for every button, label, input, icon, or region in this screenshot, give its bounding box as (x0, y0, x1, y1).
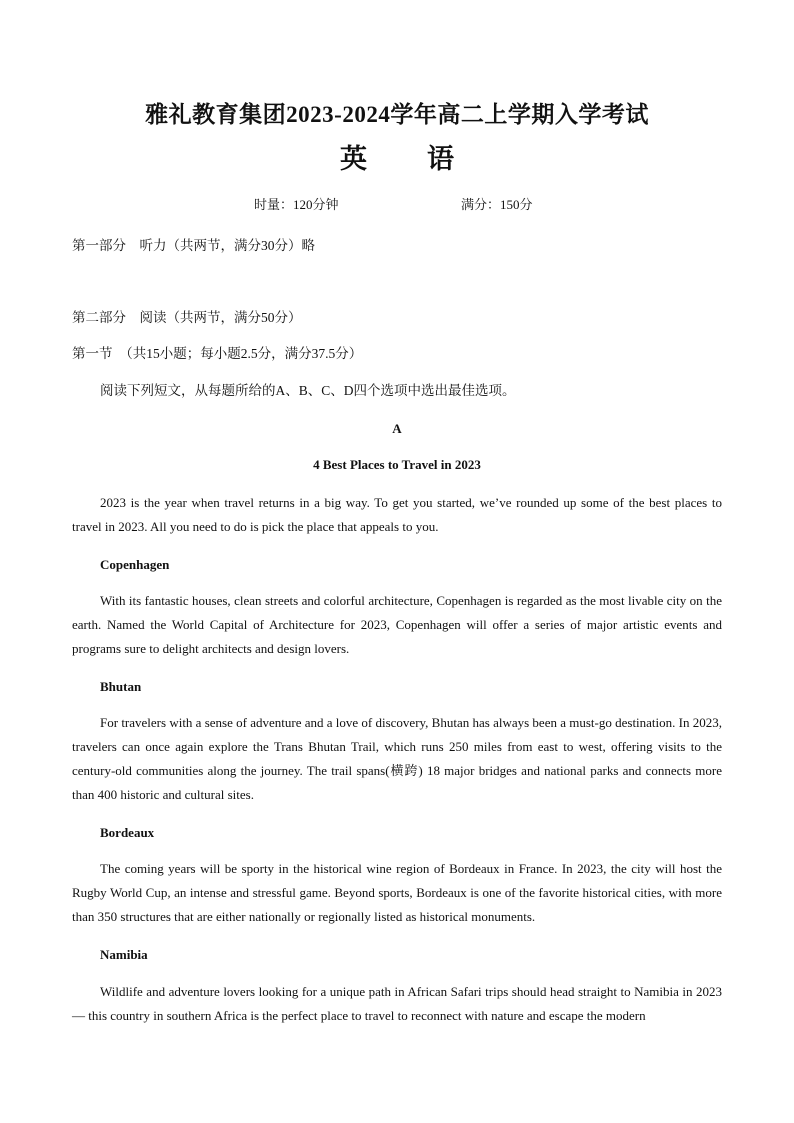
instructions: 阅读下列短文，从每题所给的A、B、C、D四个选项中选出最佳选项。 (100, 383, 516, 398)
exam-title: 雅礼教育集团2023-2024学年高二上学期入学考试 (145, 102, 649, 127)
time-limit: 时量：120分钟 (254, 197, 339, 212)
subject-char-2: 语 (427, 144, 454, 174)
section-text: With its fantastic houses, clean streets and colorful architecture, Copenhagen is regarded as the most livable city on the earth. Named the World Capital of Architecture for 2023, Copenhagen will offer a series of major artistic events and programs sure to delight architects and design lovers. (72, 593, 722, 656)
part2-heading: 第二部分 阅读（共两节，满分50分） (72, 310, 302, 325)
section-heading-bhutan: Bhutan (100, 679, 142, 694)
section-paragraph-copenhagen (72, 589, 722, 661)
full-score: 满分：150分 (461, 197, 533, 212)
intro-paragraph (72, 491, 722, 539)
section-text: For travelers with a sense of adventure and a love of discovery, Bhutan has always been a must-go destination. In 2023, travelers can once again explore the Trans Bhutan Trail, which runs 250 miles from east to west, offering visits to the century-old communities along the journey. The trail spans(横跨) 18 major bridges and national parks and connects more than 400 historic and cultural sites. (72, 715, 722, 802)
passage-label: A (392, 421, 402, 436)
passage-title: 4 Best Places to Travel in 2023 (313, 457, 481, 472)
part1-heading: 第一部分 听力（共两节，满分30分）略 (72, 238, 315, 253)
intro-text: 2023 is the year when travel returns in a big way. To get you started, we’ve rounded up some of the best places to travel in 2023. All you need to do is pick the place that appeals to you. (72, 495, 722, 534)
section-paragraph-bhutan (72, 711, 722, 807)
section-paragraph-namibia (72, 980, 722, 1028)
section-heading-bordeaux: Bordeaux (100, 825, 155, 840)
section-text: Wildlife and adventure lovers looking for a unique path in African Safari trips should head straight to Namibia in 2023 — this country in southern Africa is the perfect place to travel to reconnect with nature and escape the modern (72, 984, 722, 1023)
section1-heading: 第一节 （共15小题；每小题2.5分，满分37.5分） (72, 346, 363, 361)
section-paragraph-bordeaux (72, 857, 722, 929)
section-heading-namibia: Namibia (100, 947, 148, 962)
section-text: The coming years will be sporty in the historical wine region of Bordeaux in France. In 2023, the city will host the Rugby World Cup, an intense and stressful game. Beyond sports, Bordeaux is one of the favorite historical cities, with more than 350 structures that are either nationally or regionally listed as historical monuments. (72, 861, 722, 924)
section-heading-copenhagen: Copenhagen (100, 557, 170, 572)
subject-char-1: 英 (340, 144, 367, 174)
subject-heading (0, 140, 794, 178)
